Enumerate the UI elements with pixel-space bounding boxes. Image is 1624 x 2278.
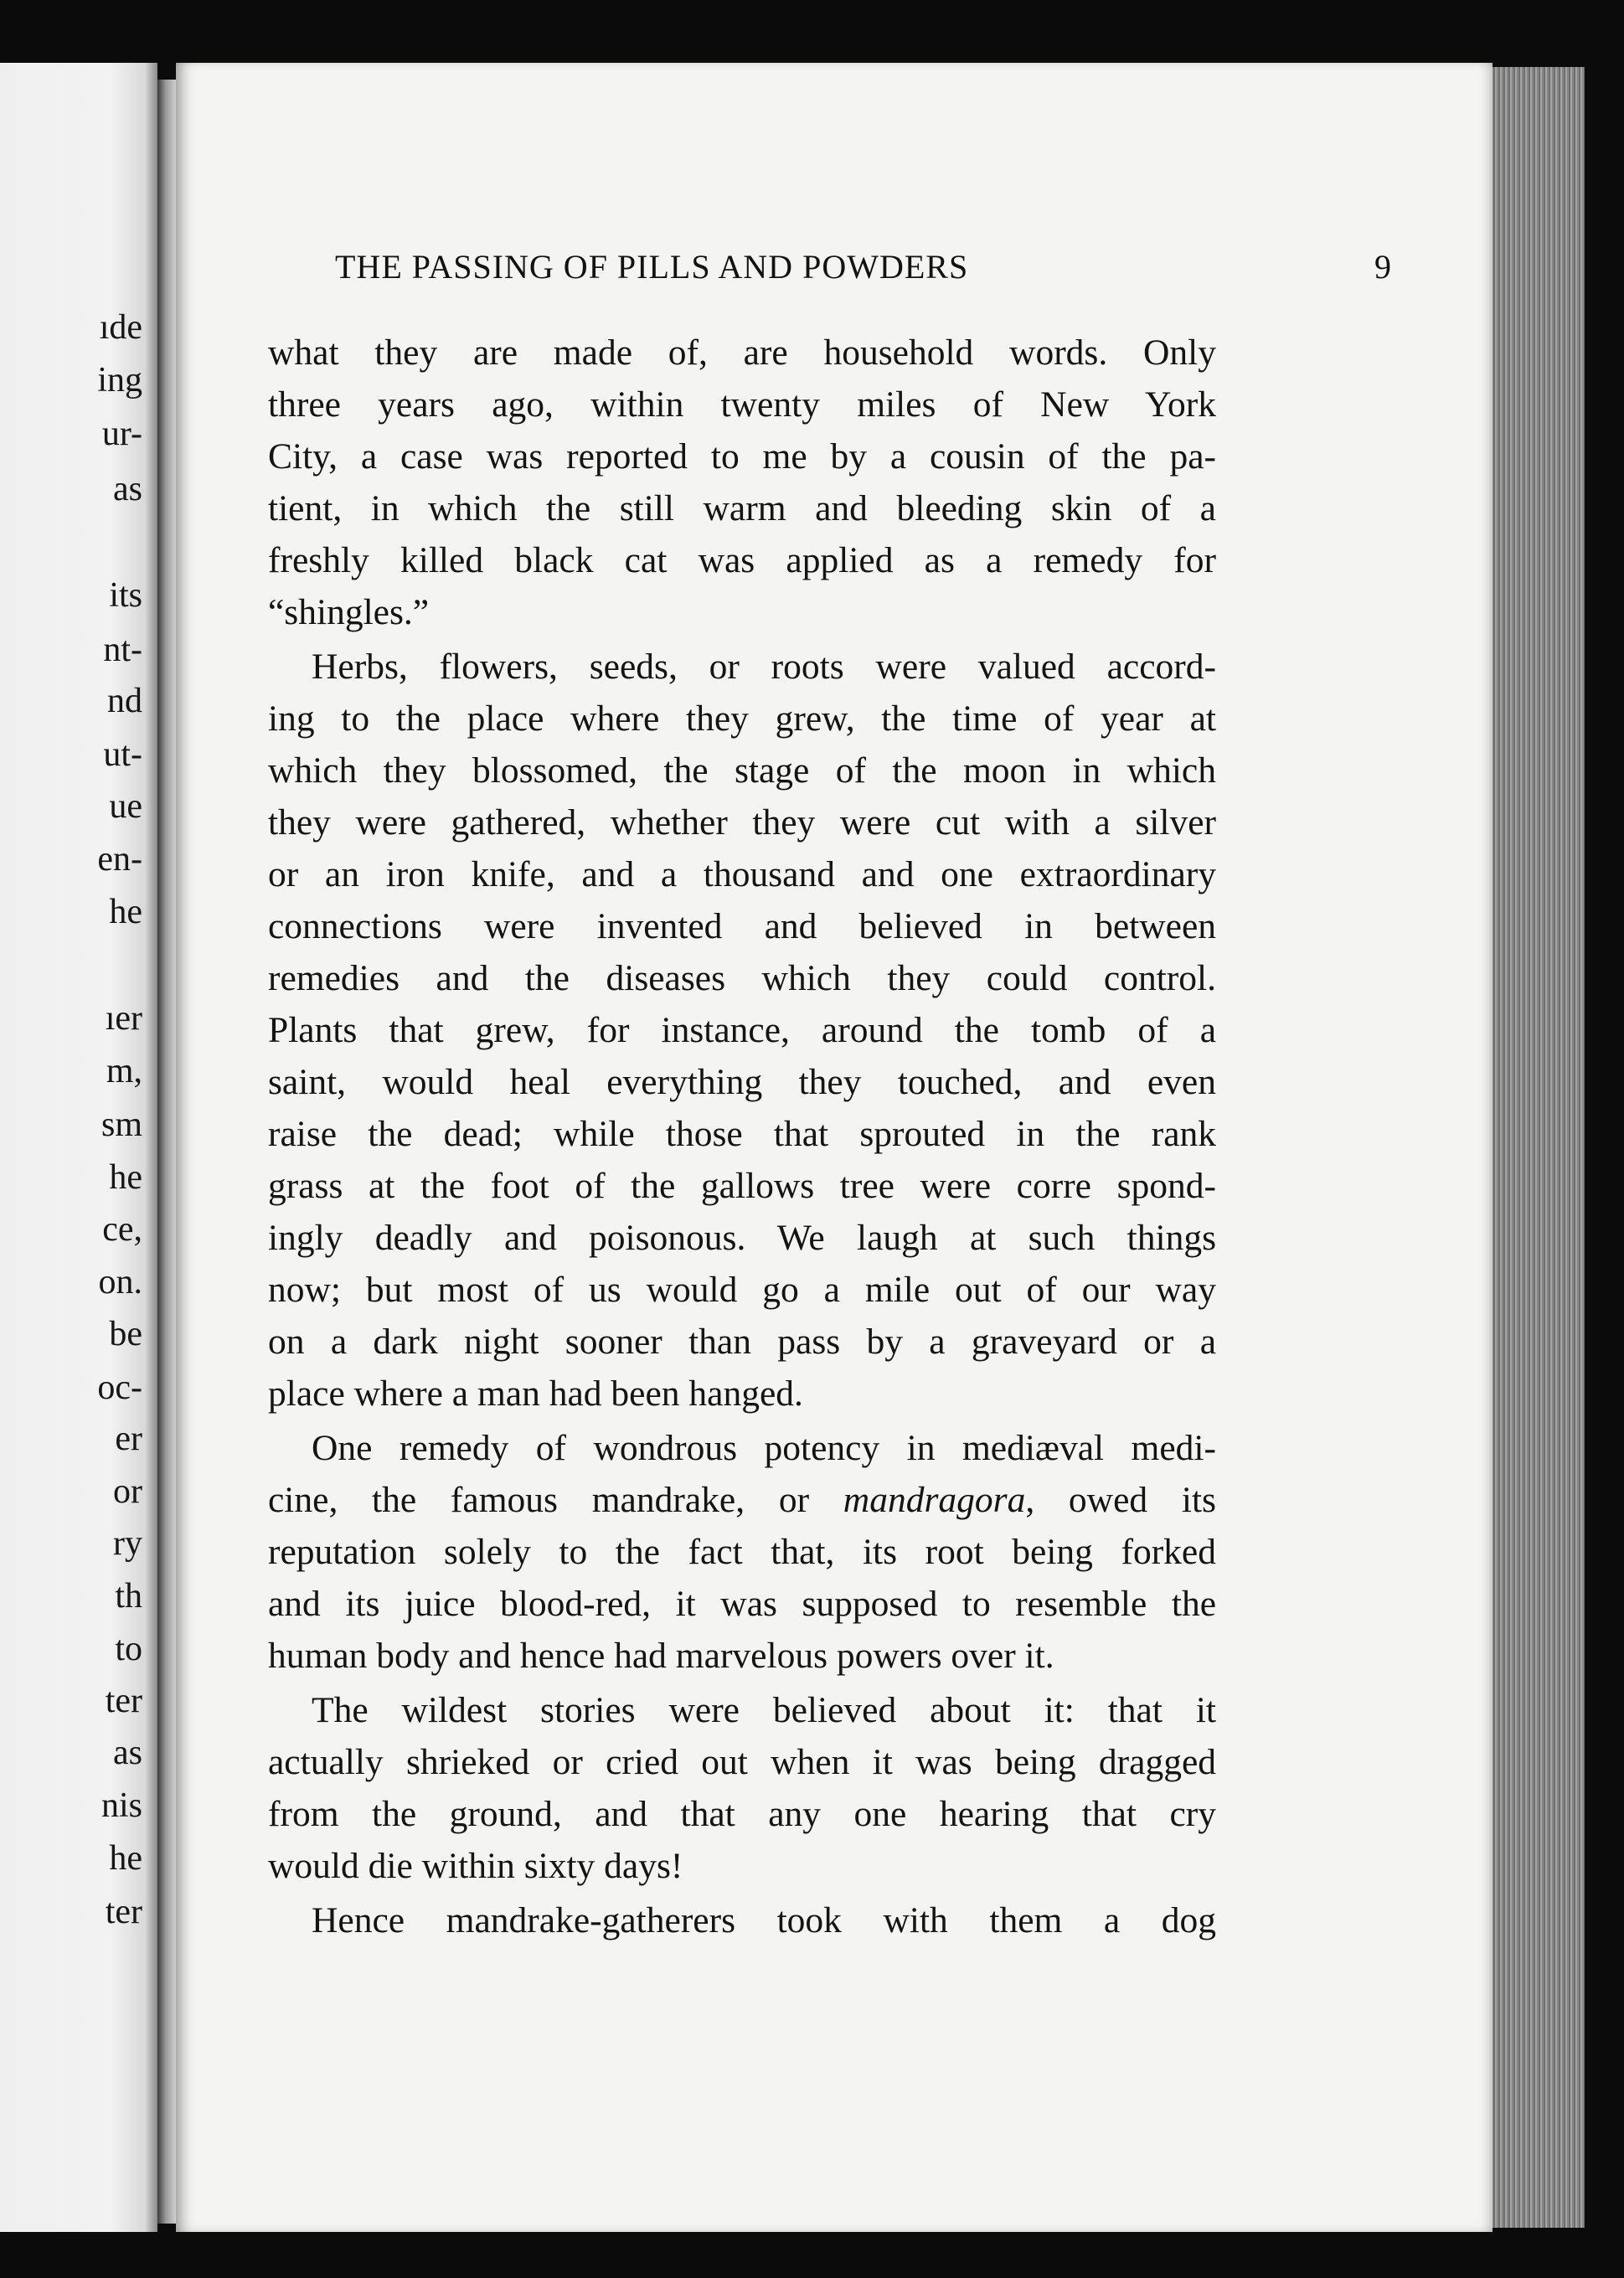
left-facing-page — [0, 63, 157, 2232]
text-line: connections were invented and believed in between — [268, 906, 1216, 946]
text-line: reputation solely to the fact that, its root being forked — [268, 1532, 1216, 1572]
text-line: tient, in which the still warm and bleeding skin of a — [268, 488, 1216, 528]
left-page-fragment: oc- — [97, 1368, 142, 1407]
left-page-fragment: nt- — [103, 631, 142, 669]
running-head-title: THE PASSING OF PILLS AND POWDERS — [335, 248, 969, 286]
left-page-fragment: th — [115, 1577, 142, 1616]
text-line: from the ground, and that any one hearing that cry — [268, 1794, 1216, 1834]
left-page-fragment: nis — [101, 1786, 142, 1825]
left-page-fragment: ter — [105, 1682, 142, 1720]
text-line: Hence mandrake-gatherers took with them a dog — [312, 1900, 1216, 1940]
text-line: human body and hence had marvelous powers over it. — [268, 1636, 1054, 1676]
italic-term: mandragora — [843, 1480, 1026, 1520]
left-page-fragment: he — [109, 893, 142, 931]
left-page-fragment: on. — [98, 1263, 142, 1301]
text-line: actually shrieked or cried out when it was being dragged — [268, 1742, 1216, 1782]
left-page-fragment: ıde — [99, 308, 142, 347]
book-page — [176, 63, 1493, 2232]
text-line: which they blossomed, the stage of the moon in which — [268, 750, 1216, 791]
text-line: raise the dead; while those that sprouted in the rank — [268, 1114, 1216, 1154]
left-page-fragment: ut- — [103, 735, 142, 774]
left-page-fragment: ıer — [105, 999, 142, 1038]
text-line: and its juice blood-red, it was supposed to resemble the — [268, 1584, 1216, 1624]
left-page-fragment: er — [115, 1420, 142, 1458]
left-page-fragment: ry — [113, 1524, 142, 1563]
left-page-fragment: he — [109, 1158, 142, 1197]
text-line: Herbs, flowers, seeds, or roots were valued accord- — [312, 647, 1216, 687]
text-line: grass at the foot of the gallows tree were corre spond- — [268, 1166, 1216, 1206]
text-line: or an iron knife, and a thousand and one extraordinary — [268, 854, 1216, 894]
text-line: saint, would heal everything they touched, and even — [268, 1062, 1216, 1102]
left-page-fragment: as — [113, 470, 142, 508]
text-line: “shingles.” — [268, 592, 430, 632]
text-line: One remedy of wondrous potency in mediæval medi- — [312, 1428, 1216, 1468]
left-page-fragment: be — [109, 1315, 142, 1353]
text-segment: cine, the famous mandrake, or — [268, 1480, 810, 1520]
left-page-fragment: sm — [101, 1106, 142, 1144]
text-line: now; but most of us would go a mile out of our way — [268, 1270, 1216, 1310]
running-head — [335, 247, 1392, 292]
text-line — [268, 1474, 1216, 1526]
left-page-fragment: as — [113, 1734, 142, 1772]
left-page-fragment: or — [113, 1472, 142, 1511]
left-page-fragment: en- — [97, 840, 142, 879]
page-edges — [1493, 67, 1585, 2228]
text-line: they were gathered, whether they were cut with a silver — [268, 802, 1216, 843]
text-line: The wildest stories were believed about it: that it — [312, 1690, 1216, 1730]
text-line: would die within sixty days! — [268, 1846, 683, 1886]
page-number: 9 — [1374, 248, 1392, 286]
text-line: on a dark night sooner than pass by a graveyard or a — [268, 1322, 1216, 1362]
text-line: Plants that grew, for instance, around the tomb of a — [268, 1010, 1216, 1050]
book-gutter — [157, 80, 176, 2224]
text-line: what they are made of, are household words. Only — [268, 332, 1216, 373]
text-line: ing to the place where they grew, the time of year at — [268, 698, 1216, 739]
text-line: three years ago, within twenty miles of New York — [268, 384, 1216, 425]
left-page-fragment: ce, — [102, 1210, 142, 1249]
left-page-fragment: nd — [107, 682, 142, 720]
left-page-fragment: ur- — [101, 415, 142, 453]
left-page-fragment: ter — [105, 1893, 142, 1931]
text-line: freshly killed black cat was applied as a remedy for — [268, 540, 1216, 580]
text-line: remedies and the diseases which they could control. — [268, 958, 1216, 998]
left-page-fragment: ing — [97, 361, 142, 399]
left-page-fragment: m, — [106, 1052, 142, 1090]
text-line: City, a case was reported to me by a cousin of the pa- — [268, 436, 1216, 477]
text-line: place where a man had been hanged. — [268, 1374, 803, 1414]
left-page-fragment: ue — [109, 787, 142, 826]
text-segment: , owed its — [1025, 1480, 1216, 1520]
left-page-fragment: its — [109, 576, 142, 615]
text-line: ingly deadly and poisonous. We laugh at such things — [268, 1218, 1216, 1258]
left-page-fragment: to — [115, 1630, 142, 1668]
left-page-fragment: he — [109, 1839, 142, 1878]
